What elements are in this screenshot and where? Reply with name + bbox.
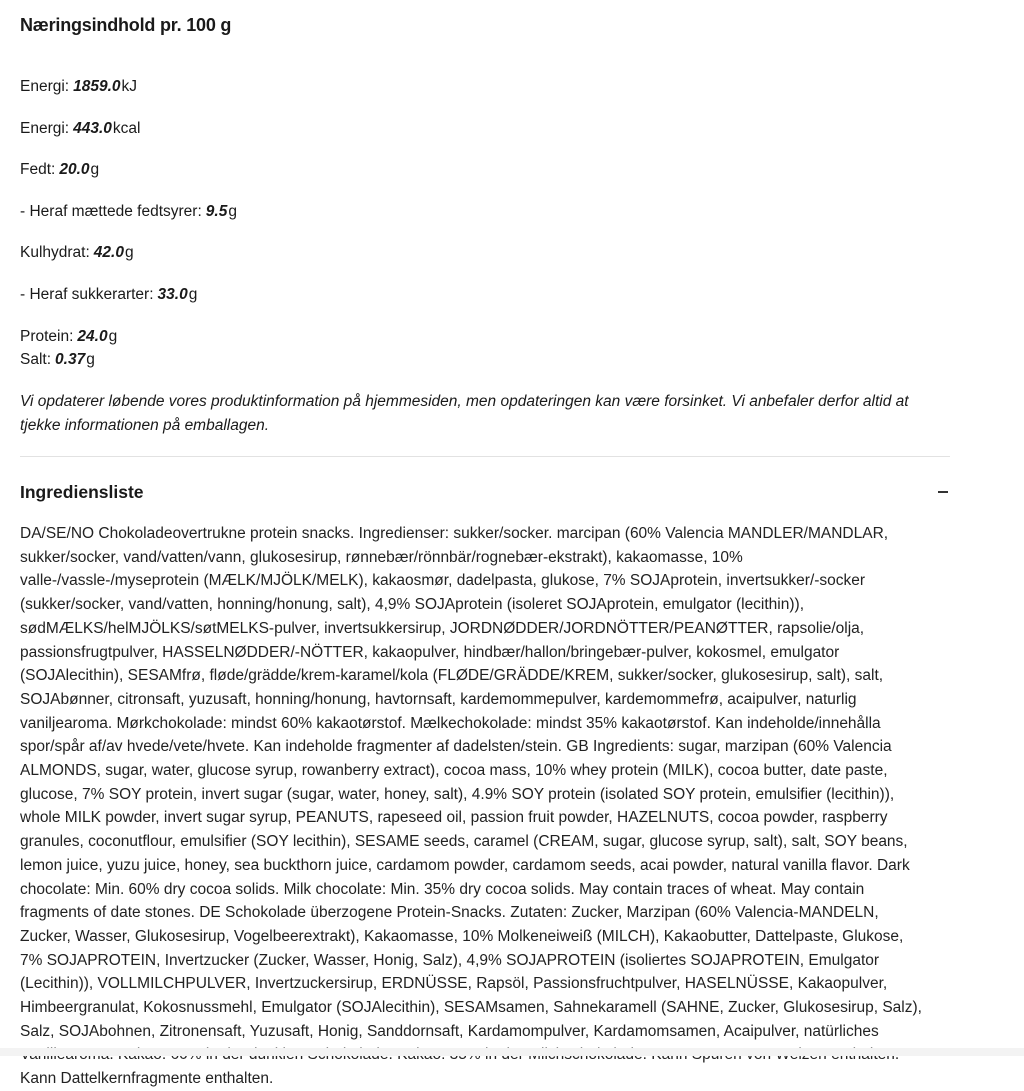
nutrition-label: Energi: (20, 120, 70, 137)
nutrition-label: Kulhydrat: (20, 244, 90, 261)
nutrition-label: - Heraf mættede fedtsyrer: (20, 203, 202, 220)
nutrition-row-fat (20, 160, 99, 180)
nutrition-label: Protein: (20, 328, 74, 345)
nutrition-unit: g (124, 244, 134, 261)
nutrition-unit: g (90, 161, 100, 178)
nutrition-row-protein (20, 327, 117, 347)
nutrition-row-saturated-fat (20, 202, 237, 222)
nutrition-unit: g (86, 351, 95, 368)
nutrition-row-energy-kcal (20, 119, 141, 139)
nutrition-value: 0.37 (55, 351, 86, 368)
nutrition-title: Næringsindhold pr. 100 g (20, 15, 232, 35)
nutrition-value: 9.5 (205, 203, 228, 220)
nutrition-row-salt (20, 350, 95, 370)
disclaimer-note: Vi opdaterer løbende vores produktinformation på hjemmesiden, men opdateringen kan være forsinket. Vi anbefaler derfor altid at tjekke informationen på emballagen. (20, 393, 909, 434)
nutrition-label: Energi: (20, 78, 70, 95)
nutrition-value: 20.0 (59, 161, 90, 178)
nutrition-unit: kJ (121, 78, 138, 95)
nutrition-value: 24.0 (77, 328, 108, 345)
ingredients-heading: Ingrediensliste (20, 481, 144, 502)
ingredients-accordion-header[interactable] (20, 478, 950, 506)
nutrition-unit: g (188, 286, 198, 303)
nutrition-row-carbohydrate (20, 243, 134, 263)
section-divider (20, 456, 950, 457)
collapse-minus-icon[interactable] (938, 491, 948, 493)
nutrition-label: Fedt: (20, 161, 56, 178)
nutrition-row-energy-kj (20, 77, 137, 97)
ingredients-text: DA/SE/NO Chokoladeovertrukne protein snacks. Ingredienser: sukker/socker. marcipan (60% Valencia MANDLER/MANDLAR, sukker/socker, vand/vatten/vann, glukosesirup, rønnebær/rönnbär/rognebær-ekstrakt), kakaomasse, 10% valle-/vassle-/myseprotein (MÆLK/MJÖLK/MELK), kakaosmør, dadelpasta, glukose, 7% SOJAprotein, invertsukker/-socker (sukker/socker, vand/vatten, honning/honung, salt), 4,9% SOJAprotein (isoleret SOJAprotein, emulgator (lecithin)), sødMÆLKS/helMJÖLKS/søtMELKS-pulver, invertsukkersirup, JORDNØDDER/JORDNÖTTER/PEANØTTER, rapsolie/olja, passionsfrugtpulver, HASSELNØDDER/-NÖTTER, kakaopulver, hindbær/hallon/bringebær-pulver, kokosmel, emulgator (SOJAlecithin), SESAMfrø, fløde/grädde/krem-karamel/kola (FLØDE/GRÄDDE/KREM, sukker/socker, glukosesirup, salt), salt, SOJAbønner, citronsaft, yuzusaft, honning/honung, havtornsaft, kardemommepulver, kardemommefrø, acaipulver, naturlig vaniljearoma. Mørkchokolade: mindst 60% kakaotørstof. Mælkechokolade: mindst 35% kakaotørstof. Kan indeholde/innehålla spor/spår af/av hvede/vete/hvete. Kan indeholde fragmenter af dadelsten/stein. GB Ingredients: sugar, marzipan (60% Valencia ALMONDS, sugar, water, glucose syrup, rowanberry extract), cocoa mass, 10% whey protein (MILK), cocoa butter, date paste, glucose, 7% SOY protein, invert sugar (sugar, water, honey, salt), 4.9% SOY protein (isolated SOY protein, emulsifier (lecithin)), whole MILK powder, invert sugar syrup, PEANUTS, rapeseed oil, passion fruit powder, HAZELNUTS, cocoa powder, raspberry granules, coconutflour, emulsifier (SOY lecithin), SESAME seeds, caramel (CREAM, sugar, glucose syrup, salt), salt, SOY beans, lemon juice, yuzu juice, honey, sea buckthorn juice, cardamom powder, cardamom seeds, acai powder, natural vanilla flavor. Dark chocolate: Min. 60% dry cocoa solids. Milk chocolate: Min. 35% dry cocoa solids. May contain traces of wheat. May contain fragments of date stones. DE Schokolade überzogene Protein-Snacks. Zutaten: Zucker, Marzipan (60% Valencia-MANDELN, Zucker, Wasser, Glukosesirup, Vogelbeerextrakt), Kakaomasse, 10% Molkeneiweiß (MILCH), Kakaobutter, Dattelpaste, Glukose, 7% SOJAPROTEIN, Invertzucker (Zucker, Wasser, Honig, Salz), 4,9% SOJAPROTEIN (isoliertes SOJAPROTEIN, Emulgator (Lecithin)), VOLLMILCHPULVER, Invertzuckersirup, ERDNÜSSE, Rapsöl, Passionsfruchtpulver, HASELNÜSSE, Kakaopulver, Himbeergranulat, Kokosnussmehl, Emulgator (SOJAlecithin), SESAMsamen, Sahnekaramell (SAHNE, Zucker, Glukosesirup, Salz), Salz, SOJAbohnen, Zitronensaft, Yuzusaft, Honig, Sanddornsaft, Kardamompulver, Kardamomsamen, Acaipulver, natürliches Kann Dattelkernfragmente enthalten. (20, 525, 922, 1088)
nutrition-value: 1859.0 (73, 78, 121, 95)
bottom-edge (0, 1048, 1024, 1056)
nutrition-label: - Heraf sukkerarter: (20, 286, 154, 303)
nutrition-unit: kcal (112, 120, 141, 137)
nutrition-label: Salt: (20, 351, 52, 368)
nutrition-value: 42.0 (93, 244, 124, 261)
nutrition-row-sugars (20, 285, 197, 305)
nutrition-unit: g (108, 328, 118, 345)
nutrition-value: 33.0 (157, 286, 188, 303)
nutrition-value: 443.0 (73, 120, 112, 137)
nutrition-unit: g (228, 203, 237, 220)
